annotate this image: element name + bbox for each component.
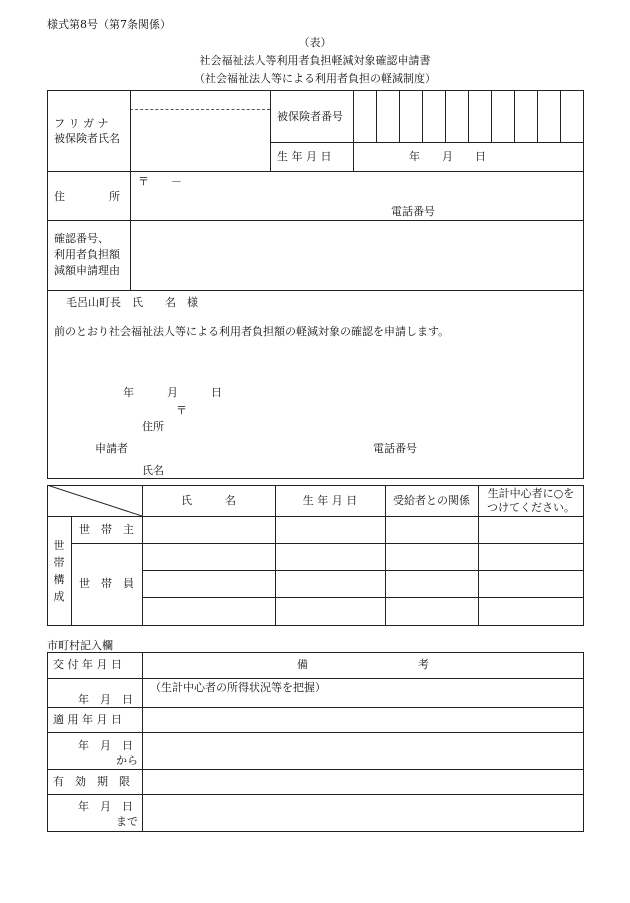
- digit-box-line: [514, 90, 515, 142]
- birth-date-value: 年 月 日: [409, 150, 486, 163]
- row-divider: [142, 570, 584, 571]
- from-label: から: [116, 754, 138, 767]
- municipal-section-title: 市町村記入欄: [47, 639, 113, 652]
- row-divider: [71, 543, 584, 544]
- applicant-address-label: 住所: [142, 420, 164, 433]
- col-divider: [385, 485, 386, 626]
- col-divider: [142, 485, 143, 626]
- row-divider: [47, 678, 584, 679]
- table-label: （表）: [298, 36, 332, 49]
- col-divider: [142, 652, 143, 832]
- col-divider: [130, 90, 131, 290]
- digit-box-line: [445, 90, 446, 142]
- applicant-phone-label: 電話番号: [373, 442, 417, 455]
- digit-box-line: [376, 90, 377, 142]
- until-label: まで: [116, 815, 138, 828]
- row-divider: [47, 290, 584, 291]
- insured-number-label: 被保険者番号: [277, 110, 343, 123]
- col-header-name: 氏 名: [181, 494, 236, 507]
- reason-label: 減額申請理由: [54, 264, 120, 277]
- issue-date-label: 交 付 年 月 日: [53, 658, 122, 671]
- row-divider: [47, 732, 584, 733]
- apply-date-label: 適 用 年 月 日: [53, 713, 122, 726]
- applicant-label: 申請者: [95, 442, 128, 455]
- col-divider: [270, 90, 271, 171]
- birth-date-label: 生 年 月 日: [277, 150, 332, 163]
- remarks-label: 備 考: [297, 658, 429, 671]
- col-header-head: つけてください。: [487, 501, 575, 514]
- row-divider: [47, 516, 584, 517]
- row-divider: [47, 171, 584, 172]
- validity-ymd: 年 月 日: [78, 800, 133, 813]
- digit-box-line: [422, 90, 423, 142]
- col-header-relation: 受給者との関係: [393, 494, 470, 507]
- application-date: 年 月 日: [123, 386, 222, 399]
- reason-label: 確認番号、: [54, 232, 109, 245]
- household-side-label: 成: [53, 590, 65, 603]
- row-divider: [47, 794, 584, 795]
- household-head-label: 世 帯 主: [79, 523, 134, 536]
- validity-label: 有 効 期 限: [53, 775, 130, 788]
- issue-date-ymd: 年 月 日: [78, 693, 133, 706]
- row-divider: [47, 220, 584, 221]
- row-divider: [47, 707, 584, 708]
- applicant-info-table: [47, 90, 584, 479]
- insured-name-label: 被保険者氏名: [54, 132, 120, 145]
- applicant-postal-mark: 〒: [176, 404, 187, 417]
- page-subtitle: （社会福祉法人等による利用者負担の軽減制度）: [194, 72, 436, 85]
- form-number: 様式第8号（第7条関係）: [47, 18, 171, 31]
- address-label: 住 所: [54, 190, 120, 203]
- furigana-label: フ リ ガ ナ: [54, 117, 109, 130]
- addressee: 毛呂山町長 氏 名 様: [66, 296, 198, 309]
- reason-label: 利用者負担額: [54, 248, 120, 261]
- household-side-label: 帯: [53, 556, 65, 569]
- applicant-name-label: 氏名: [142, 464, 164, 477]
- household-side-label: 世: [53, 539, 65, 552]
- page-title: 社会福祉法人等利用者負担軽減対象確認申請書: [199, 54, 431, 67]
- digit-box-line: [537, 90, 538, 142]
- apply-date-ymd: 年 月 日: [78, 739, 133, 752]
- household-side-label: 構: [53, 573, 65, 586]
- remarks-note: （生計中心者の所得状況等を把握）: [150, 681, 326, 694]
- phone-label: 電話番号: [391, 205, 435, 218]
- digit-box-line: [399, 90, 400, 142]
- col-divider: [275, 485, 276, 626]
- digit-box-line: [468, 90, 469, 142]
- col-header-birth: 生 年 月 日: [302, 494, 358, 507]
- diagonal-header-line: [47, 485, 142, 516]
- col-header-head: 生計中心者に○を: [487, 487, 575, 500]
- row-divider: [142, 597, 584, 598]
- col-divider: [353, 90, 354, 171]
- household-member-label: 世 帯 員: [79, 577, 134, 590]
- row-divider: [270, 142, 584, 143]
- digit-box-line: [560, 90, 561, 142]
- furigana-dashed-line: [130, 109, 270, 110]
- digit-box-line: [491, 90, 492, 142]
- row-divider: [47, 769, 584, 770]
- postal-mark: 〒 －: [138, 175, 182, 188]
- application-statement: 前のとおり社会福祉法人等による利用者負担額の軽減対象の確認を申請します。: [54, 325, 450, 338]
